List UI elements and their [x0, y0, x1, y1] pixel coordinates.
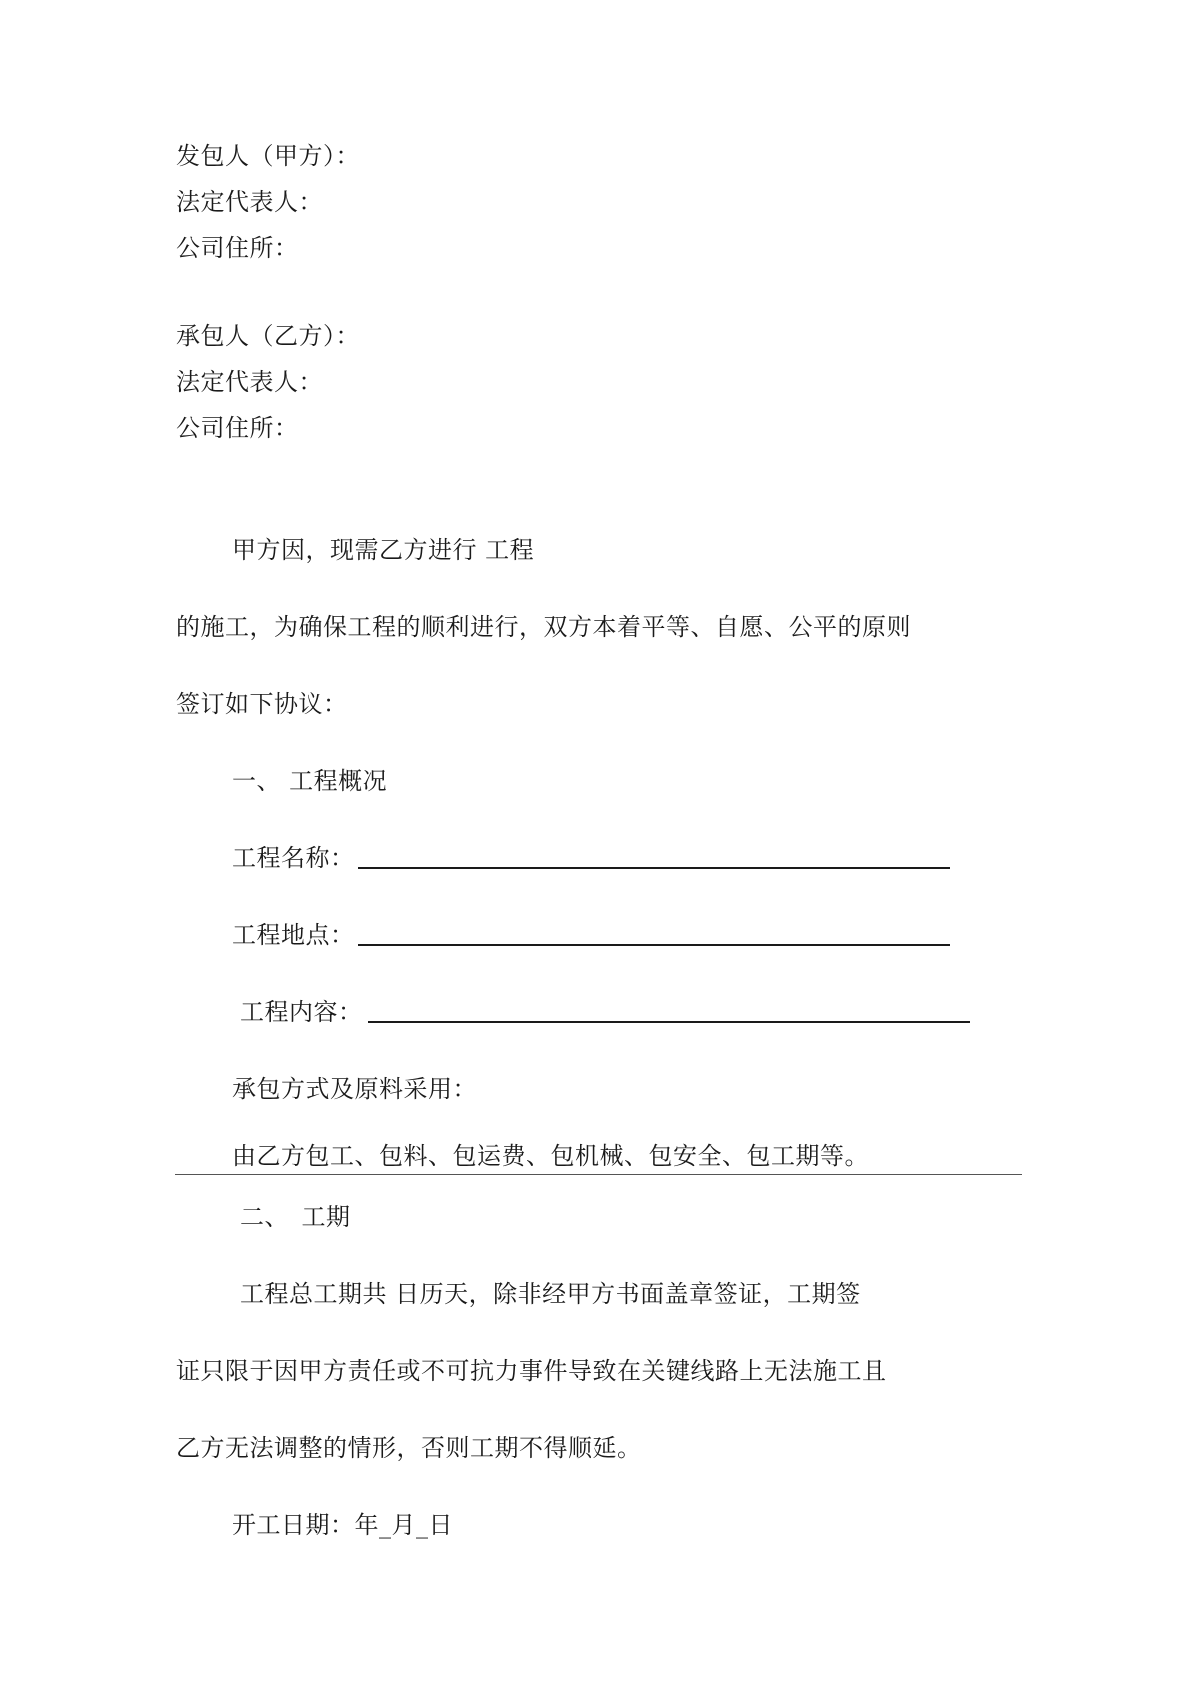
- start-date-line: 开工日期：年_月_日: [232, 1511, 453, 1539]
- contract-method-text: 由乙方包工、包料、包运费、包机械、包安全、包工期等。: [232, 1142, 869, 1170]
- project-name-blank: [358, 867, 950, 869]
- duration-paragraph-line-2: 证只限于因甲方责任或不可抗力事件导致在关键线路上无法施工且: [176, 1357, 887, 1385]
- preamble-line-1: 甲方因，现需乙方进行 工程: [232, 536, 535, 564]
- party-a-label: 发包人（甲方）：: [176, 142, 360, 170]
- project-name-label: 工程名称：: [232, 844, 355, 872]
- party-b-label: 承包人（乙方）：: [176, 322, 360, 350]
- project-content-blank: [368, 1021, 970, 1023]
- page-divider: [175, 1174, 1022, 1175]
- party-a-address-label: 公司住所：: [176, 234, 299, 262]
- contract-method-label: 承包方式及原料采用：: [232, 1075, 477, 1103]
- project-content-label: 工程内容：: [240, 998, 363, 1026]
- project-location-label: 工程地点：: [232, 921, 355, 949]
- preamble-line-3: 签订如下协议：: [176, 690, 348, 718]
- duration-paragraph-line-1: 工程总工期共 日历天，除非经甲方书面盖章签证，工期签: [240, 1280, 861, 1308]
- project-location-blank: [358, 944, 950, 946]
- party-b-representative-label: 法定代表人：: [176, 368, 323, 396]
- duration-paragraph-line-3: 乙方无法调整的情形，否则工期不得顺延。: [176, 1434, 642, 1462]
- preamble-line-2: 的施工，为确保工程的顺利进行，双方本着平等、自愿、公平的原则: [176, 613, 911, 641]
- party-b-address-label: 公司住所：: [176, 414, 299, 442]
- party-a-representative-label: 法定代表人：: [176, 188, 323, 216]
- section-2-heading: 二、 工期: [240, 1203, 351, 1231]
- section-1-heading: 一、 工程概况: [232, 767, 388, 795]
